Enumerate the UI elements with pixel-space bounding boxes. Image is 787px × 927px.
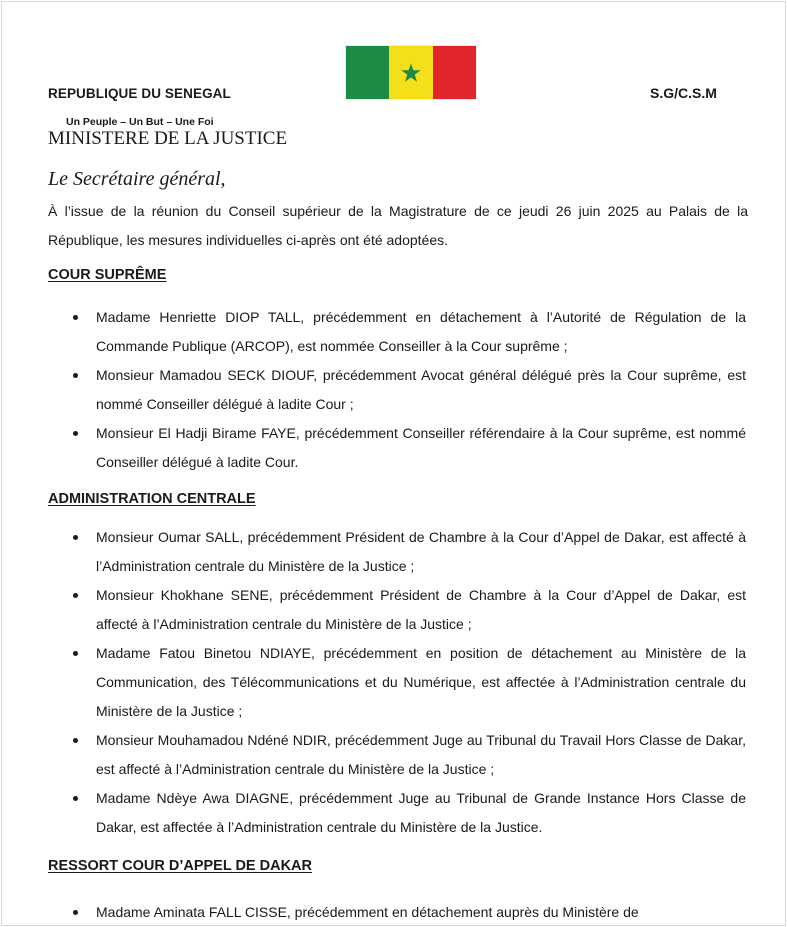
list-item-text: Madame Fatou Binetou NDIAYE, précédemment en position de détachement au Ministère de la Communication, des Télécommunications et du Numérique, est affectée à l’Administration centrale du Ministère de la Justice ; xyxy=(96,645,746,719)
section-list-cour-appel-dakar xyxy=(70,898,746,927)
bullet-icon xyxy=(73,738,78,743)
list-item-text: Monsieur Khokhane SENE, précédemment Président de Chambre à la Cour d’Appel de Dakar, est affecté à l’Administration centrale du Ministère de la Justice ; xyxy=(96,587,746,632)
star-icon xyxy=(400,62,422,84)
list-item xyxy=(70,523,746,581)
flag-band-yellow xyxy=(389,46,432,99)
list-item-text: Monsieur El Hadji Birame FAYE, précédemment Conseiller référendaire à la Cour suprême, est nommé Conseiller délégué à ladite Cour. xyxy=(96,425,746,470)
section-title-cour-supreme: COUR SUPRÊME xyxy=(48,267,167,283)
bullet-icon xyxy=(73,373,78,378)
bullet-icon xyxy=(73,315,78,320)
signatory-title: Le Secrétaire général, xyxy=(48,168,226,190)
section-list-cour-supreme xyxy=(70,303,746,477)
bullet-icon xyxy=(73,651,78,656)
list-item xyxy=(70,419,746,477)
list-item xyxy=(70,639,746,726)
list-item-text: Madame Aminata FALL CISSE, précédemment en détachement auprès du Ministère de xyxy=(96,904,639,920)
bullet-icon xyxy=(73,431,78,436)
list-item-text: Madame Henriette DIOP TALL, précédemment en détachement à l’Autorité de Régulation de la Commande Publique (ARCOP), est nommée Conseiller à la Cour suprême ; xyxy=(96,309,746,354)
list-item xyxy=(70,581,746,639)
bullet-icon xyxy=(73,796,78,801)
section-title-administration-centrale: ADMINISTRATION CENTRALE xyxy=(48,491,256,507)
intro-paragraph: À l’issue de la réunion du Conseil supérieur de la Magistrature de ce jeudi 26 juin 2025 au Palais de la République, les mesures individuelles ci-après ont été adoptées. xyxy=(48,203,748,248)
list-item xyxy=(70,303,746,361)
list-item xyxy=(70,898,746,927)
list-item-text: Madame Ndèye Awa DIAGNE, précédemment Juge au Tribunal de Grande Instance Hors Classe de Dakar, est affectée à l’Administration centrale du Ministère de la Justice. xyxy=(96,790,746,835)
section-title-cour-appel-dakar: RESSORT COUR D’APPEL DE DAKAR xyxy=(48,858,312,874)
national-motto: Un Peuple – Un But – Une Foi xyxy=(66,116,214,128)
list-item xyxy=(70,726,746,784)
ministry-heading: MINISTERE DE LA JUSTICE xyxy=(48,128,288,149)
list-item-text: Monsieur Oumar SALL, précédemment Président de Chambre à la Cour d’Appel de Dakar, est affecté à l’Administration centrale du Ministère de la Justice ; xyxy=(96,529,746,574)
flag-band-green xyxy=(346,46,389,99)
senegal-flag xyxy=(346,46,476,99)
bullet-icon xyxy=(73,535,78,540)
bullet-icon xyxy=(73,593,78,598)
list-item xyxy=(70,361,746,419)
section-list-administration-centrale xyxy=(70,523,746,842)
document-reference: S.G/C.S.M xyxy=(650,85,717,101)
list-item-text: Monsieur Mouhamadou Ndéné NDIR, précédemment Juge au Tribunal du Travail Hors Classe de Dakar, est affecté à l’Administration centrale du Ministère de la Justice ; xyxy=(96,732,746,777)
republic-heading: REPUBLIQUE DU SENEGAL xyxy=(48,86,231,101)
list-item xyxy=(70,784,746,842)
list-item-text: Monsieur Mamadou SECK DIOUF, précédemment Avocat général délégué près la Cour suprême, est nommé Conseiller délégué à ladite Cour ; xyxy=(96,367,746,412)
bullet-icon xyxy=(73,910,78,915)
flag-band-red xyxy=(433,46,476,99)
